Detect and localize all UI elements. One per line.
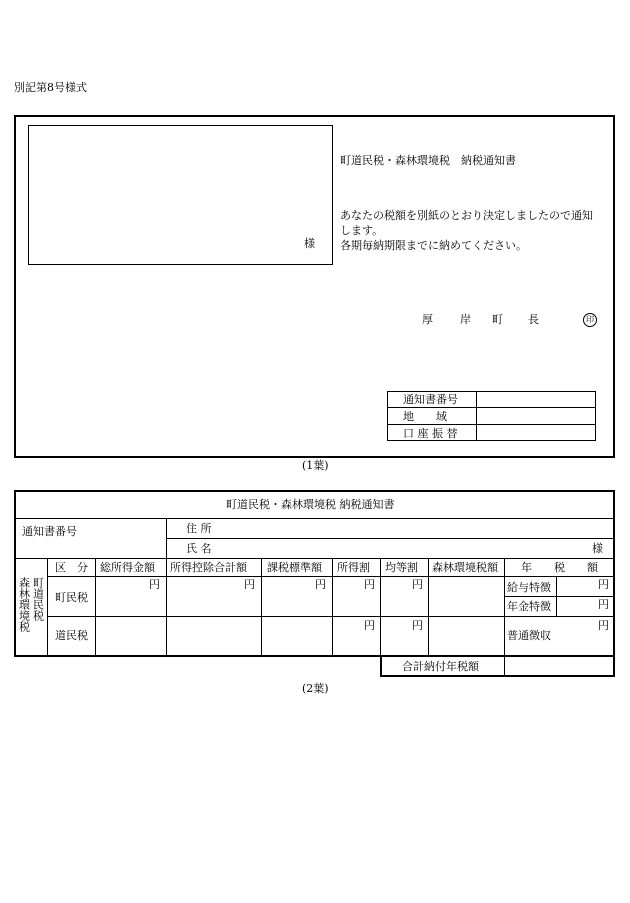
header-taxable: 課税標準額 (267, 561, 322, 574)
info-label-region: 地 域 (403, 410, 447, 423)
header-income-levy: 所得割 (337, 561, 370, 574)
sheet1-title: 町道民税・森林環境税 納税通知書 (340, 154, 516, 167)
seal-stamp: 印 (583, 313, 597, 327)
total-label: 合計納付年税額 (402, 660, 479, 673)
side-label-town-pref-tax: 町道民税 (31, 577, 45, 621)
yen-total-income: 円 (149, 578, 160, 591)
yen-deduction: 円 (244, 578, 255, 591)
mayor-char-2: 岸 (460, 313, 471, 326)
message-line2: します。 (340, 224, 384, 237)
yen-per-capita-town: 円 (412, 578, 423, 591)
sheet2-title: 町道民税・森林環境税 納税通知書 (226, 498, 395, 511)
notice-no-label: 通知書番号 (22, 525, 77, 538)
annual-item-pension: 年金特徴 (507, 600, 551, 613)
name-honorific: 様 (592, 542, 603, 555)
header-deduction: 所得控除合計額 (170, 561, 247, 574)
row-label-town: 町民税 (55, 591, 88, 604)
annual-item-salary: 給与特徴 (507, 581, 551, 594)
mayor-char-4: 長 (528, 313, 539, 326)
yen-salary: 円 (598, 578, 609, 591)
message-line3: 各期毎納期限までに納めてください。 (340, 239, 527, 252)
header-forest-tax: 森林環境税額 (432, 561, 498, 574)
header-kubun: 区 分 (55, 561, 88, 574)
row-label-pref: 道民税 (55, 629, 88, 642)
header-per-capita: 均等割 (385, 561, 418, 574)
address-honorific: 様 (304, 237, 315, 250)
yen-income-levy-town: 円 (364, 578, 375, 591)
yen-pension: 円 (598, 598, 609, 611)
form-label: 別記第8号様式 (14, 81, 87, 94)
header-annual-tax: 年 税 額 (521, 561, 598, 574)
annual-item-normal: 普通徴収 (507, 629, 551, 642)
address-window (28, 125, 333, 265)
yen-taxable: 円 (315, 578, 326, 591)
info-label-transfer: 口 座 振 替 (403, 427, 458, 440)
mayor-char-3: 町 (492, 313, 503, 326)
yen-per-capita-pref: 円 (412, 619, 423, 632)
mayor-char-1: 厚 (422, 313, 433, 326)
side-label-forest-tax: 森林環境税 (17, 577, 31, 632)
address-label: 住 所 (186, 522, 212, 535)
message-line1: あなたの税額を別紙のとおり決定しましたので通知 (340, 209, 593, 222)
name-label: 氏 名 (186, 542, 212, 555)
sheet2-label: (2葉) (302, 682, 329, 695)
yen-income-levy-pref: 円 (364, 619, 375, 632)
sheet1-label: (1葉) (302, 459, 329, 472)
info-label-notice-no: 通知書番号 (403, 393, 458, 406)
yen-normal: 円 (598, 619, 609, 632)
header-total-income: 総所得金額 (100, 561, 155, 574)
